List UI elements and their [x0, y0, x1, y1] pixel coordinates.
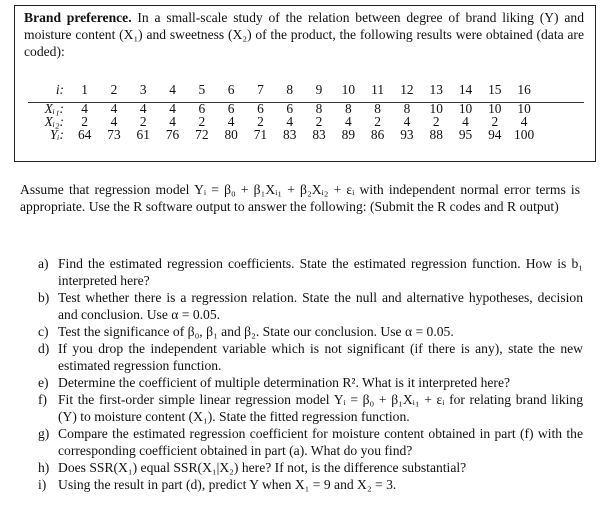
question-h — [38, 459, 583, 476]
question-list — [38, 255, 583, 493]
cell: 6 — [227, 101, 235, 116]
question-e — [38, 374, 583, 391]
cell: 7 — [257, 82, 264, 97]
cell: 1 — [81, 82, 88, 97]
cell: 8 — [403, 101, 411, 116]
table-row-index — [36, 81, 539, 98]
cell: 2 — [374, 114, 381, 129]
question-a — [38, 255, 583, 289]
cell: 95 — [458, 127, 473, 142]
cell: 93 — [400, 127, 414, 142]
cell: 3 — [139, 82, 147, 97]
cell: 4 — [403, 114, 411, 129]
cell: 6 — [227, 82, 235, 97]
question-label: i) — [38, 477, 47, 492]
cell: 89 — [341, 127, 356, 142]
row-label-i: i: — [55, 82, 64, 97]
cell: 71 — [253, 127, 268, 142]
row-label-x1: Xᵢ₁: — [44, 101, 64, 116]
cell: 2 — [257, 114, 264, 129]
cell: 83 — [312, 127, 326, 142]
cell: 4 — [169, 114, 176, 129]
question-g — [38, 425, 583, 459]
cell: 2 — [110, 82, 118, 97]
cell: 2 — [139, 114, 147, 129]
data-table — [36, 81, 539, 141]
cell: 4 — [110, 101, 118, 116]
intro-paragraph — [24, 9, 584, 60]
row-label-y: Yᵢ: — [49, 127, 64, 142]
question-c — [38, 323, 583, 340]
cell: 80 — [224, 127, 238, 142]
cell: 8 — [344, 101, 352, 116]
cell: 5 — [198, 82, 206, 97]
cell: 2 — [198, 114, 206, 129]
question-text: Test whether there is a regression relation. State the null and alternative hypotheses, decision and conclusion. Use α = 0.05. — [58, 290, 583, 322]
cell: 11 — [371, 82, 385, 97]
cell: 4 — [286, 114, 294, 129]
cell: 2 — [432, 114, 440, 129]
cell: 61 — [136, 127, 150, 142]
question-text: Determine the coefficient of multiple determination R². What is it interpreted here? — [58, 375, 511, 390]
question-d — [38, 340, 583, 374]
cell: 10 — [488, 101, 502, 116]
question-text: Test the significance of β₀, β₁ and β₂. State our conclusion. Use α = 0.05. — [58, 324, 454, 339]
question-label: d) — [38, 341, 50, 356]
question-label: h) — [38, 460, 50, 475]
question-label: e) — [38, 375, 49, 390]
cell: 4 — [462, 114, 469, 129]
question-label: f) — [38, 392, 48, 407]
cell: 8 — [374, 101, 381, 116]
cell: 4 — [344, 114, 352, 129]
cell: 14 — [458, 82, 473, 97]
question-text: If you drop the independent variable which is not significant (if there is any), state the new estimated regression function. — [58, 341, 583, 373]
cell: 6 — [198, 101, 206, 116]
question-label: a) — [38, 256, 49, 271]
cell: 10 — [517, 101, 531, 116]
question-label: g) — [38, 426, 50, 441]
cell: 10 — [341, 82, 356, 97]
cell: 86 — [370, 127, 385, 142]
cell: 15 — [488, 82, 502, 97]
problem-title: Brand preference. — [24, 10, 132, 25]
question-f — [38, 391, 583, 425]
cell: 4 — [139, 101, 147, 116]
question-text: Using the result in part (d), predict Y when X₁ = 9 and X₂ = 3. — [58, 477, 397, 492]
cell: 72 — [195, 127, 209, 142]
cell: 64 — [77, 127, 92, 142]
cell: 4 — [110, 114, 118, 129]
cell: 8 — [286, 82, 294, 97]
cell: 10 — [429, 101, 443, 116]
cell: 4 — [227, 114, 235, 129]
cell: 4 — [169, 82, 176, 97]
row-label-x2: Xᵢ₂: — [44, 114, 64, 129]
question-i — [38, 476, 583, 493]
cell: 88 — [429, 127, 443, 142]
cell: 13 — [429, 82, 443, 97]
table-row-y — [36, 128, 539, 141]
cell: 8 — [315, 101, 323, 116]
cell: 2 — [491, 114, 499, 129]
cell: 73 — [107, 127, 121, 142]
question-text: Find the estimated regression coefficients. State the estimated regression function. How is b₁ interpreted here? — [58, 256, 583, 288]
question-b — [38, 289, 583, 323]
cell: 83 — [283, 127, 297, 142]
cell: 94 — [488, 127, 502, 142]
cell: 2 — [81, 114, 88, 129]
cell: 10 — [458, 101, 473, 116]
cell: 6 — [286, 101, 294, 116]
question-text: Fit the first-order simple linear regression model Yᵢ = β₀ + β₁Xᵢ₁ + εᵢ for relating brand liking (Y) to moisture content (X₁). State the fitted regression function. — [58, 392, 583, 424]
question-label: c) — [38, 324, 49, 339]
cell: 76 — [165, 127, 180, 142]
cell: 4 — [520, 114, 528, 129]
cell: 4 — [81, 101, 88, 116]
cell: 100 — [514, 127, 535, 142]
question-text: Does SSR(X₁) equal SSR(X₁|X₂) here? If not, is the difference substantial? — [58, 460, 467, 475]
cell: 4 — [169, 101, 176, 116]
assumption-paragraph: Assume that regression model Yᵢ = β₀ + β₁Xᵢ₁ + β₂Xᵢ₂ + εᵢ with independent normal error terms is appropriate. Use the R software output to answer the following: (Submit the R codes and R output) — [20, 182, 580, 214]
question-text: Compare the estimated regression coefficient for moisture content obtained in part (f) with the corresponding coefficient obtained in part (a). What do you find? — [58, 426, 583, 458]
cell: 6 — [257, 101, 264, 116]
cell: 12 — [400, 82, 414, 97]
intro-text: In a small-scale study of the relation between degree of brand liking (Y) and moisture content (X₁) and sweetness (X₂) of the product, the following results were obtained (data are coded): — [24, 10, 584, 59]
cell: 16 — [517, 82, 531, 97]
cell: 9 — [315, 82, 323, 97]
cell: 2 — [315, 114, 323, 129]
question-label: b) — [38, 290, 50, 305]
